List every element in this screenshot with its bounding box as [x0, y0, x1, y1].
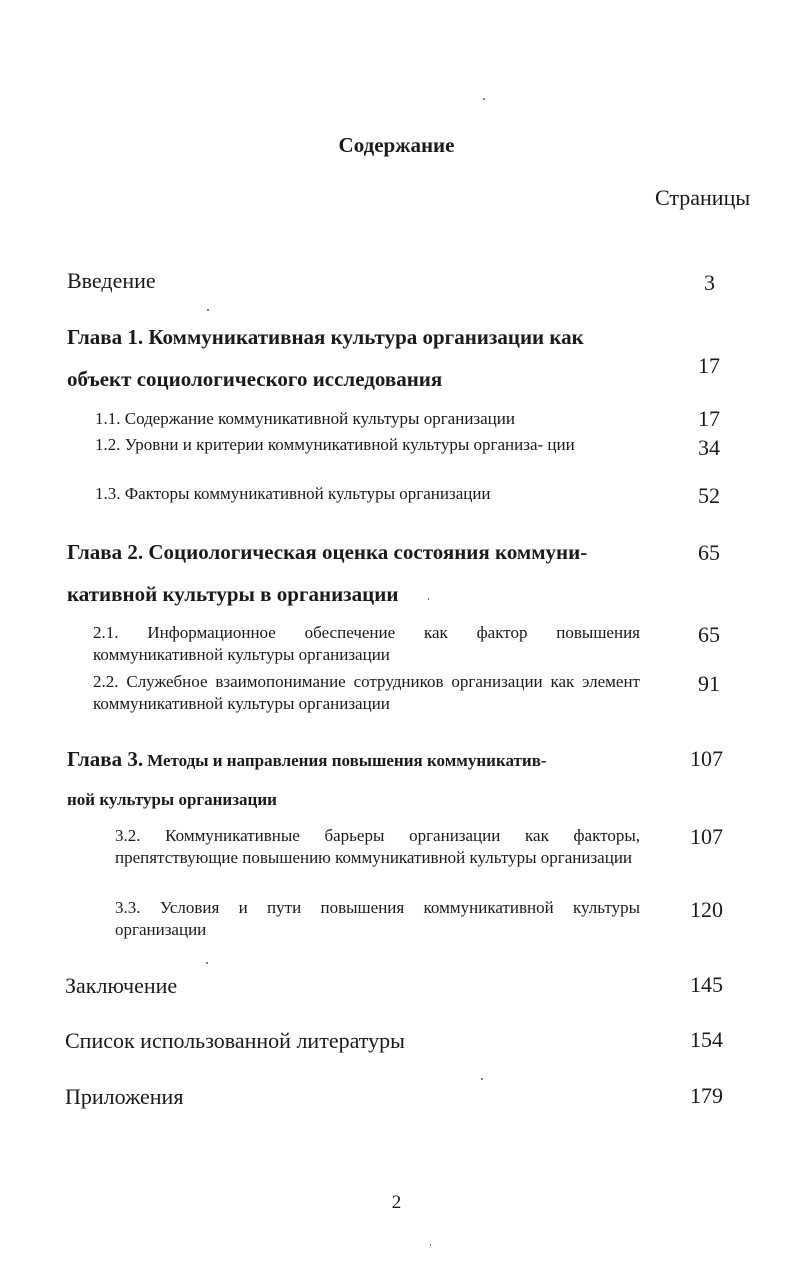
section-2-2-page: 91 — [698, 671, 720, 696]
pages-column-header: Страницы — [655, 185, 751, 210]
section-3-3-page: 120 — [690, 897, 723, 922]
toc-intro-page: 3 — [704, 270, 715, 295]
toc-references-label: Список использованной литературы — [65, 1028, 405, 1053]
chapter3-title-rest: Методы и направления повышения коммуникатив- — [147, 751, 547, 770]
toc-conclusion-label: Заключение — [65, 973, 178, 998]
chapter1-page: 17 — [698, 353, 720, 378]
page-title: Содержание — [338, 133, 455, 157]
page-number: 2 — [391, 1192, 402, 1213]
scan-speck — [207, 309, 209, 311]
scan-speck — [428, 598, 429, 600]
chapter3-title-line2: ной культуры организации — [67, 790, 277, 809]
chapter3-title-line1 — [67, 747, 547, 772]
toc-appendix-label: Приложения — [65, 1084, 184, 1109]
scan-speck — [483, 98, 485, 100]
chapter2-title-line1: Глава 2. Социологическая оценка состояния коммуни- — [67, 540, 588, 564]
toc-references-page: 154 — [690, 1027, 723, 1052]
section-1-3: 1.3. Факторы коммуникативной культуры организации — [95, 484, 491, 503]
scan-speck — [430, 1244, 431, 1246]
chapter3-page: 107 — [690, 746, 723, 771]
section-2-1: 2.1. Информационное обеспечение как фактор повышения коммуникативной культуры организации — [93, 623, 640, 664]
scan-speck — [206, 962, 208, 964]
section-3-2: 3.2. Коммуникативные барьеры организации как факторы, препятствующие повышению коммуникативной культуры организации — [115, 826, 640, 867]
section-3-2-page: 107 — [690, 824, 723, 849]
scan-speck — [481, 1078, 483, 1080]
section-1-1-page: 17 — [698, 406, 720, 431]
section-1-2-page: 34 — [698, 435, 720, 460]
chapter3-prefix: Глава 3. — [67, 747, 144, 771]
section-1-1: 1.1. Содержание коммуникативной культуры организации — [95, 409, 515, 428]
toc-conclusion-page: 145 — [690, 972, 723, 997]
chapter1-title-line1: Глава 1. Коммуникативная культура организации как — [67, 325, 584, 349]
toc-appendix-page: 179 — [690, 1083, 723, 1108]
chapter2-page: 65 — [698, 540, 720, 565]
section-2-2: 2.2. Служебное взаимопонимание сотрудников организации как элемент коммуникативной культуры организации — [93, 672, 640, 713]
section-3-3: 3.3. Условия и пути повышения коммуникативной культуры организации — [115, 898, 640, 939]
toc-intro-label: Введение — [67, 268, 156, 293]
section-1-3-page: 52 — [698, 483, 720, 508]
section-2-1-page: 65 — [698, 622, 720, 647]
section-1-2: 1.2. Уровни и критерии коммуникативной культуры организа- ции — [95, 435, 575, 454]
chapter2-title-line2: кативной культуры в организации — [67, 582, 399, 606]
chapter1-title-line2: объект социологического исследования — [67, 367, 443, 391]
